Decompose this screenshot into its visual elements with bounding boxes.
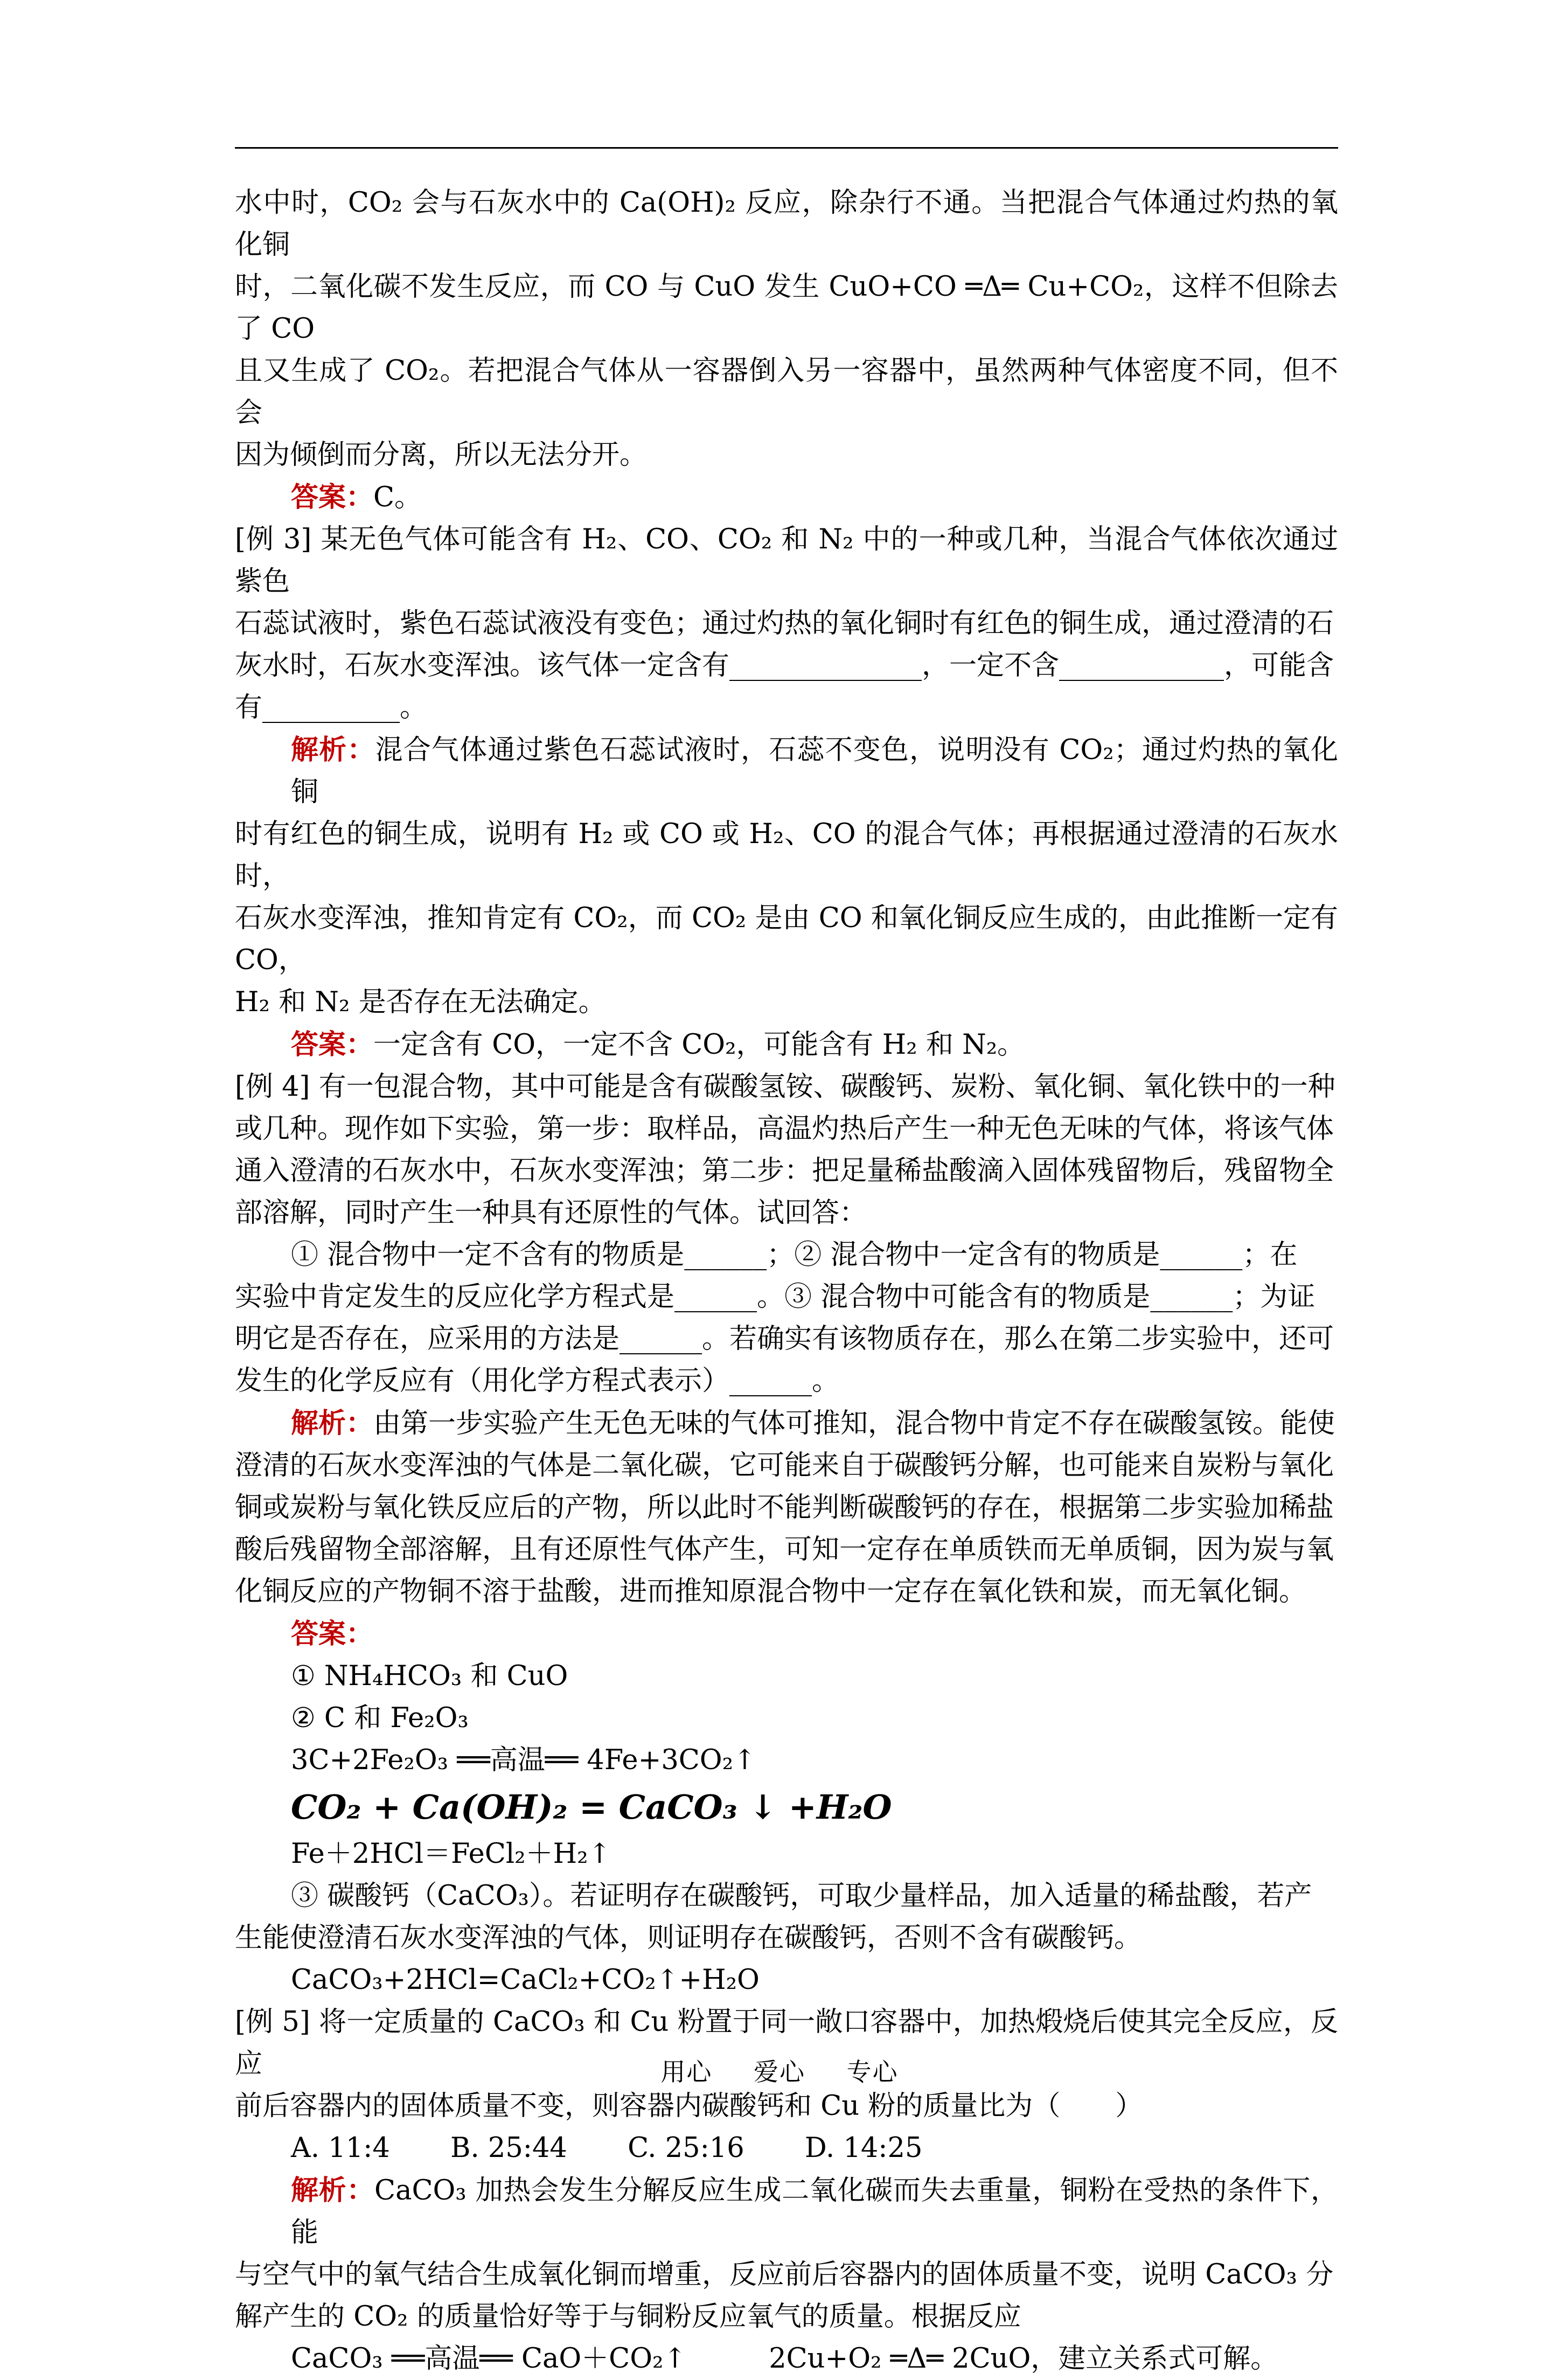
footer-word: 爱心 [754,2057,805,2086]
analysis-text: 由第一步实验产生无色无味的气体可推知，混合物中肯定不存在碳酸氢铵。能使 [373,1408,1335,1439]
equation-line: CaCO₃ ══高温══ CaO＋CO₂↑ 2Cu+O₂ ═Δ═ 2CuO，建立关系式可解。 [291,2343,1278,2375]
analysis-line: 时有红色的铜生成，说明有 H₂ 或 CO 或 H₂、CO 的混合气体；再根据通过澄清的石灰水时， [235,818,1338,892]
example-3-line: [例 3] 某无色气体可能含有 H₂、CO、CO₂ 和 N₂ 中的一种或几种，当混合气体依次通过紫色 [235,524,1338,597]
example-4-line: 发生的化学反应有（用化学方程式表示）______。 [235,1365,840,1397]
answer-line: ② C 和 Fe₂O₃ [291,1702,469,1734]
equation-line: Fe＋2HCl＝FeCl₂＋H₂↑ [291,1838,611,1870]
text-line: 且又生成了 CO₂。若把混合气体从一容器倒入另一容器中，虽然两种气体密度不同，但不会 [235,355,1338,429]
answer-heading [235,1613,1338,1655]
header-rule [235,147,1338,149]
choices-row [235,2127,1338,2169]
analysis-line: H₂ 和 N₂ 是否存在无法确定。 [235,986,606,1018]
answer-line [235,1024,1338,1066]
choice-c: C. 25:16 [628,2132,744,2164]
answer-text: 一定含有 CO，一定不含 CO₂，可能含有 H₂ 和 N₂。 [373,1029,1025,1061]
equation-line: 3C+2Fe₂O₃ ══高温══ 4Fe+3CO₂↑ [291,1744,756,1776]
example-4-line: 实验中肯定发生的反应化学方程式是______。③ 混合物中可能含有的物质是______；为证 [235,1281,1316,1313]
analysis-line: 澄清的石灰水变浑浊的气体是二氧化碳，它可能来自于碳酸钙分解，也可能来自炭粉与氧化 [235,1450,1334,1481]
analysis-line: 石灰水变浑浊，推知肯定有 CO₂，而 CO₂ 是由 CO 和氧化铜反应生成的，由此推断一定有 CO， [235,902,1338,976]
analysis-label: 解析： [291,734,375,766]
choice-a: A. 11:4 [291,2132,390,2164]
analysis-text: CaCO₃ 加热会发生分解反应生成二氧化碳而失去重量，铜粉在受热的条件下，能 [291,2175,1338,2249]
example-3-line: 石蕊试液时，紫色石蕊试液没有变色；通过灼热的氧化铜时有红色的铜生成，通过澄清的石 [235,608,1334,639]
answer-text: C。 [373,482,422,513]
answer-line [235,476,1338,519]
example-4-line: 或几种。现作如下实验，第一步：取样品，高温灼热后产生一种无色无味的气体，将该气体 [235,1113,1334,1145]
example-5-line: 前后容器内的固体质量不变，则容器内碳酸钙和 Cu 粉的质量比为（ ） [235,2090,1143,2122]
footer-word: 用心 [660,2057,713,2086]
analysis-label: 解析： [291,1407,374,1439]
choice-d: D. 14:25 [804,2132,923,2164]
analysis-label: 解析： [291,2174,375,2207]
equation-line: CaCO₃+2HCl=CaCl₂+CO₂↑+H₂O [291,1964,760,1996]
answer-line: ① NH₄HCO₃ 和 CuO [291,1660,568,1692]
example-4-line: 部溶解，同时产生一种具有还原性的气体。试回答： [235,1197,867,1229]
analysis-line [235,2169,1338,2254]
document-body [235,182,1338,2380]
equation-line: CO₂ + Ca(OH)₂ = CaCO₃ ↓ +H₂O [291,1787,892,1827]
analysis-line: 酸后残留物全部溶解，且有还原性气体产生，可知一定存在单质铁而无单质铜，因为炭与氧 [235,1534,1334,1565]
example-4-line: 通入澄清的石灰水中，石灰水变浑浊；第二步：把足量稀盐酸滴入固体残留物后，残留物全 [235,1155,1334,1187]
answer-line: 生能使澄清石灰水变浑浊的气体，则证明存在碳酸钙，否则不含有碳酸钙。 [235,1922,1142,1954]
example-4-line: [例 4] 有一包混合物，其中可能是含有碳酸氢铵、碳酸钙、炭粉、氧化铜、氧化铁中的一种 [235,1071,1335,1103]
answer-label: 答案： [291,1618,374,1650]
text-line: 因为倾倒而分离，所以无法分开。 [235,439,648,471]
analysis-text: 混合气体通过紫色石蕊试液时，石蕊不变色，说明没有 CO₂；通过灼热的氧化铜 [291,734,1338,808]
footer-word: 专心 [846,2057,899,2086]
answer-label: 答案： [291,1028,374,1061]
analysis-line: 化铜反应的产物铜不溶于盐酸，进而推知原混合物中一定存在氧化铁和炭，而无氧化铜。 [235,1576,1307,1607]
answer-label: 答案： [291,481,374,513]
example-3-line: 有__________。 [235,692,428,723]
text-line: 水中时，CO₂ 会与石灰水中的 Ca(OH)₂ 反应，除杂行不通。当把混合气体通过灼热的氧化铜 [235,187,1338,261]
analysis-line: 与空气中的氧气结合生成氧化铜而增重，反应前后容器内的固体质量不变，说明 CaCO₃ 分 [235,2259,1334,2291]
analysis-line: 铜或炭粉与氧化铁反应后的产物，所以此时不能判断碳酸钙的存在，根据第二步实验加稀盐 [235,1492,1334,1523]
choice-b: B. 25:44 [450,2132,567,2164]
analysis-line: 解产生的 CO₂ 的质量恰好等于与铜粉反应氧气的质量。根据反应 [235,2301,1021,2333]
example-4-line: 明它是否存在，应采用的方法是______。若确实有该物质存在，那么在第二步实验中，还可 [235,1323,1334,1355]
analysis-line [235,729,1338,813]
example-5-line: [例 5] 将一定质量的 CaCO₃ 和 Cu 粉置于同一敞口容器中，加热煅烧后使其完全反应，反应 [235,2006,1338,2080]
page-footer [0,2052,1559,2088]
answer-line: ③ 碳酸钙（CaCO₃）。若证明存在碳酸钙，可取少量样品，加入适量的稀盐酸，若产 [291,1880,1312,1912]
example-4-line: ① 混合物中一定不含有的物质是______；② 混合物中一定含有的物质是______；在 [291,1239,1298,1271]
example-3-line: 灰水时，石灰水变浑浊。该气体一定含有______________，一定不含____________，可能含 [235,650,1334,681]
analysis-line [235,1402,1338,1445]
text-line: 时，二氧化碳不发生反应，而 CO 与 CuO 发生 CuO+CO ═Δ═ Cu+CO₂，这样不但除去了 CO [235,271,1338,345]
